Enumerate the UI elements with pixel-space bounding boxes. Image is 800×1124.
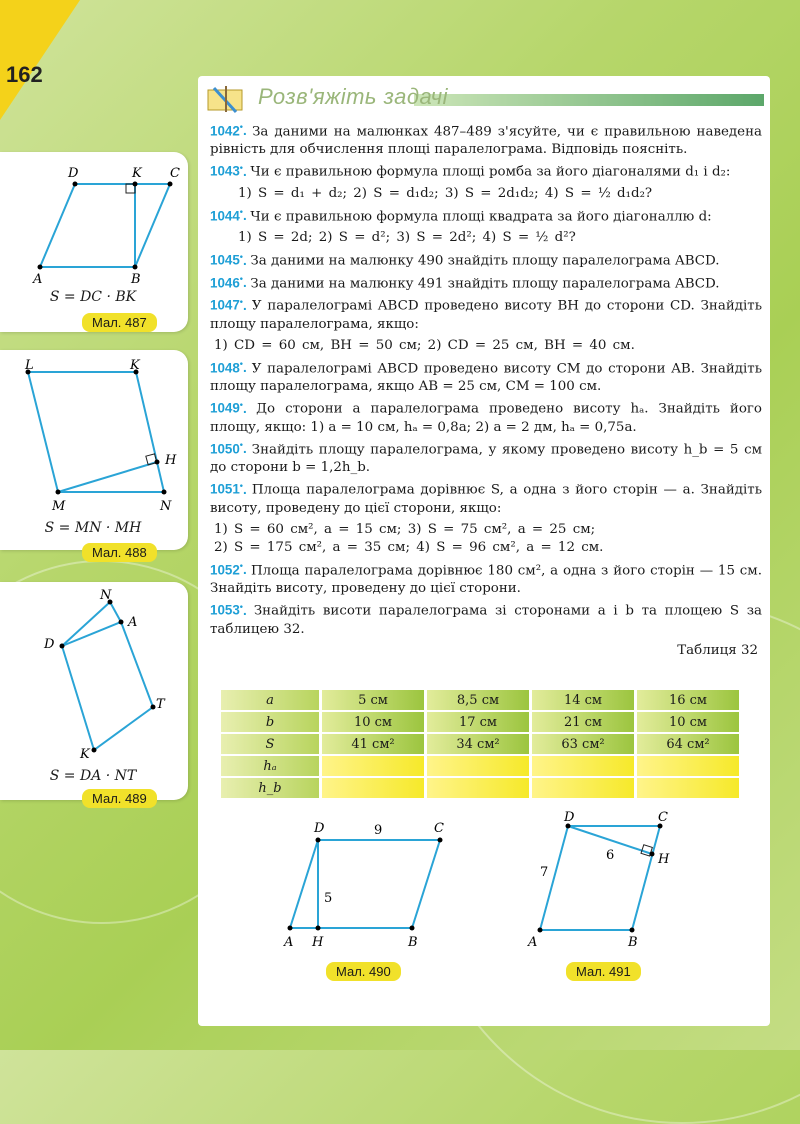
problem-1049: 1049•. До сторони a паралелограма проведено висоту hₐ. Знайдіть його площу, якщо: 1) a = 10 см, hₐ = 0,8a; 2) a = 2 дм, hₐ = 0,75a. <box>210 399 762 435</box>
figure-card-488 <box>0 350 188 560</box>
parallelogram-490 <box>274 808 474 958</box>
page-corner <box>0 0 80 120</box>
parallelogram-489 <box>0 582 188 762</box>
svg-text:H: H <box>658 852 670 867</box>
formula-489: S = DA · NT <box>49 768 137 784</box>
figure-card-489 <box>0 582 188 806</box>
section-title: Розв'яжіть задачі <box>258 84 449 109</box>
problem-1047: 1047•. У паралелограмі ABCD проведено висоту BH до сторони CD. Знайдіть площу паралелограма, якщо: <box>210 296 762 332</box>
problem-1051: 1051•. Площа паралелограма дорівнює S, а одна з його сторін — a. Знайдіть висоту, проведену до цієї сторони, якщо: <box>210 480 762 516</box>
svg-text:9: 9 <box>374 823 383 838</box>
svg-text:A: A <box>528 935 538 950</box>
formula-488: S = MN · MH <box>44 520 142 536</box>
problem-1043: 1043•. Чи є правильною формула площі ромба за його діагоналями d₁ і d₂: <box>210 162 731 180</box>
table-32 <box>218 688 742 800</box>
figure-label-489: Мал. 489 <box>82 789 157 808</box>
problem-1042: 1042•. За даними на малюнках 487–489 з'ясуйте, чи є правильною наведена рівність для обчислення площі паралелограма. Відповідь поясніть. <box>210 122 762 158</box>
svg-text:6: 6 <box>606 848 615 863</box>
svg-text:C: C <box>658 810 668 825</box>
svg-text:A: A <box>128 615 138 630</box>
parallelogram-491 <box>522 808 722 958</box>
figure-card-487 <box>0 152 188 332</box>
problem-1051-options-a: 1) S = 60 см², a = 15 см; 3) S = 75 см², a = 25 см; <box>214 521 596 537</box>
problem-1047-options: 1) CD = 60 см, BH = 50 см; 2) CD = 25 см, BH = 40 см. <box>214 337 635 353</box>
figure-label-488: Мал. 488 <box>82 543 157 562</box>
table-row: hₐ <box>221 756 739 776</box>
svg-text:D: D <box>314 821 325 836</box>
svg-text:7: 7 <box>540 865 549 880</box>
svg-text:N: N <box>160 499 172 514</box>
problem-1052: 1052•. Площа паралелограма дорівнює 180 см², а одна з його сторін — 15 см. Знайдіть висоту, проведену до цієї сторони. <box>210 560 762 597</box>
svg-text:K: K <box>80 747 90 762</box>
table-row: h_b <box>221 778 739 798</box>
ruler-pencil-icon <box>206 84 250 114</box>
svg-text:5: 5 <box>324 891 333 906</box>
figure-label-490: Мал. 490 <box>326 962 401 981</box>
svg-text:A: A <box>33 272 43 287</box>
table-row: a 5 см 8,5 см 14 см 16 см <box>221 690 739 710</box>
svg-text:M: M <box>52 499 66 514</box>
problem-1051-options-b: 2) S = 175 см², a = 35 см; 4) S = 96 см², a = 12 см. <box>214 539 604 555</box>
svg-text:B: B <box>131 272 141 287</box>
svg-text:D: D <box>564 810 575 825</box>
header-bar <box>414 94 764 106</box>
svg-text:L: L <box>25 358 34 373</box>
svg-text:B: B <box>628 935 638 950</box>
svg-text:D: D <box>68 166 79 181</box>
svg-text:N: N <box>100 588 112 603</box>
svg-text:B: B <box>408 935 418 950</box>
table-row: b 10 см 17 см 21 см 10 см <box>221 712 739 732</box>
formula-487: S = DC · BK <box>49 289 137 305</box>
svg-text:C: C <box>170 166 180 181</box>
svg-text:C: C <box>434 821 444 836</box>
problem-1053: 1053•. Знайдіть висоти паралелограма зі сторонами a і b та площею S за таблицею 32. <box>210 601 762 637</box>
parallelogram-487 <box>0 152 188 302</box>
problem-1046: 1046•. За даними на малюнку 491 знайдіть площу паралелограма ABCD. <box>210 273 720 292</box>
svg-text:T: T <box>156 697 165 712</box>
figure-label-491: Мал. 491 <box>566 962 641 981</box>
svg-text:A: A <box>284 935 294 950</box>
problem-1048: 1048•. У паралелограмі ABCD проведено висоту CM до сторони AB. Знайдіть площу паралелограма, якщо AB = 25 см, CM = 100 см. <box>210 358 762 395</box>
svg-text:H: H <box>312 935 324 950</box>
parallelogram-488 <box>0 350 188 520</box>
svg-text:H: H <box>165 453 177 468</box>
section-header <box>206 84 766 114</box>
problem-list <box>210 122 762 662</box>
table-row: S 41 см² 34 см² 63 см² 64 см² <box>221 734 739 754</box>
svg-text:D: D <box>44 637 55 652</box>
page-number: 162 <box>6 62 43 87</box>
problem-1045: 1045•. За даними на малюнку 490 знайдіть площу паралелограма ABCD. <box>210 251 720 269</box>
svg-text:K: K <box>130 358 140 373</box>
problem-1043-options: 1) S = d₁ + d₂; 2) S = d₁d₂; 3) S = 2d₁d₂; 4) S = ½ d₁d₂? <box>238 185 653 201</box>
problem-1050: 1050•. Знайдіть площу паралелограма, у якому проведено висоту h_b = 5 см до сторони b = 1,2h_b. <box>210 439 762 476</box>
problem-1044-options: 1) S = 2d; 2) S = d²; 3) S = 2d²; 4) S = ½ d²? <box>238 230 576 246</box>
problem-1044: 1044•. Чи є правильною формула площі квадрата за його діагоналлю d: <box>210 206 712 225</box>
svg-text:K: K <box>132 166 142 181</box>
table-caption: Таблиця 32 <box>677 642 758 658</box>
figure-label-487: Мал. 487 <box>82 313 157 332</box>
